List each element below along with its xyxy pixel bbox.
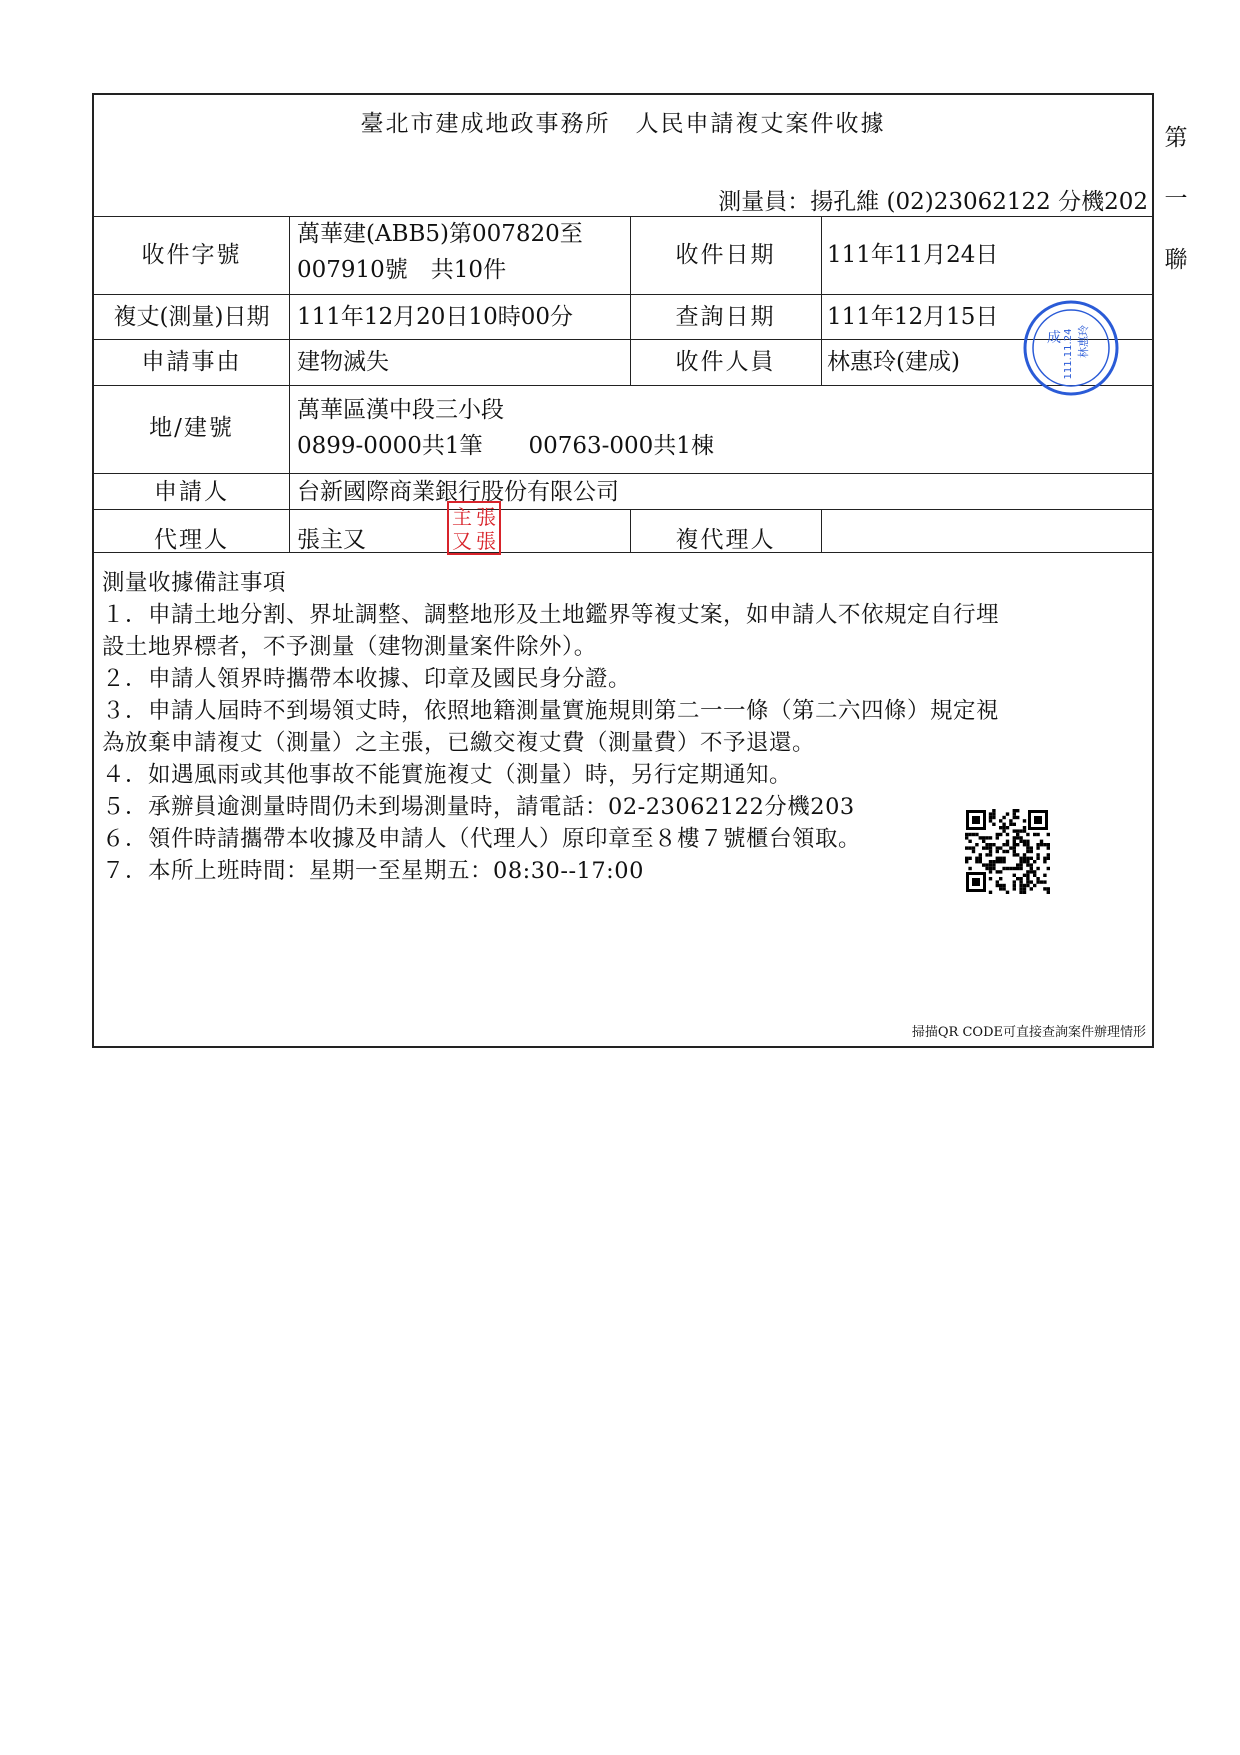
notes-heading: 測量收據備註事項 (102, 570, 287, 596)
table-rule (289, 216, 290, 552)
seal-char: 張 (476, 529, 496, 553)
receive-date-label: 收件日期 (675, 242, 776, 268)
reason-value: 建物滅失 (297, 349, 389, 375)
receipt-form (92, 93, 1154, 1048)
form-title: 臺北市建成地政事務所 人民申請複丈案件收據 (360, 111, 886, 137)
table-rule (94, 473, 1152, 474)
case-no-line2: 007910號 共10件 (297, 257, 507, 283)
table-rule (94, 339, 1152, 340)
seal-text: 111.11.24 (1063, 328, 1074, 380)
note-line: ５．承辦員逾測量時間仍未到場測量時，請電話：02-23062122分機203 (102, 794, 855, 820)
qr-caption: 掃描QR CODE可直接查詢案件辦理情形 (911, 1025, 1146, 1040)
sub-agent-label: 複代理人 (675, 527, 776, 553)
survey-date-label: 複丈(測量)日期 (113, 304, 270, 330)
date-seal-icon (1021, 298, 1121, 398)
receiver-value: 林惠玲(建成) (827, 349, 960, 375)
seal-text: 成 (1047, 330, 1061, 346)
inquiry-date-label: 查詢日期 (675, 304, 776, 330)
side-char: 一 (1164, 186, 1188, 212)
seal-char: 主 (452, 505, 472, 529)
lot-line1: 萬華區漢中段三小段 (297, 397, 504, 423)
note-line: ２．申請人領界時攜帶本收據、印章及國民身分證。 (102, 666, 632, 692)
seal-char: 又 (452, 529, 472, 553)
case-no-line1: 萬華建(ABB5)第007820至 (297, 221, 583, 247)
qr-code-icon (964, 808, 1050, 894)
surveyor-contact: 測量員：揚孔維 (02)23062122 分機202 (718, 189, 1148, 215)
applicant-value: 台新國際商業銀行股份有限公司 (297, 479, 619, 505)
survey-date-value: 111年12月20日10時00分 (297, 304, 573, 330)
side-char: 第 (1164, 125, 1188, 151)
agent-label: 代理人 (154, 527, 229, 553)
reason-label: 申請事由 (141, 349, 242, 375)
table-rule (94, 509, 1152, 510)
seal-char: 張 (476, 505, 496, 529)
note-line: ７．本所上班時間：星期一至星期五：08:30--17:00 (102, 858, 644, 884)
seal-text: 林惠玲 (1077, 325, 1090, 358)
copy-number-mark (1162, 108, 1190, 291)
applicant-label: 申請人 (154, 479, 229, 505)
lot-line2: 0899-0000共1筆 00763-000共1棟 (297, 433, 714, 459)
receiver-label: 收件人員 (675, 349, 776, 375)
note-line: ４．如遇風雨或其他事故不能實施複丈（測量）時，另行定期通知。 (102, 762, 793, 788)
note-line: 設土地界標者，不予測量（建物測量案件除外）。 (102, 634, 597, 660)
case-no-label: 收件字號 (141, 242, 242, 268)
table-rule (94, 294, 1152, 295)
note-line: 為放棄申請複丈（測量）之主張，已繳交複丈費（測量費）不予退還。 (102, 730, 816, 756)
table-rule (94, 385, 1152, 386)
note-line: ６．領件時請攜帶本收據及申請人（代理人）原印章至８樓７號櫃台領取。 (102, 826, 862, 852)
note-line: ３．申請人屆時不到場領丈時，依照地籍測量實施規則第二一一條（第二六四條）規定視 (102, 698, 1000, 724)
agent-value: 張主又 (297, 527, 366, 553)
table-rule (821, 216, 822, 385)
inquiry-date-value: 111年12月15日 (827, 304, 999, 330)
receive-date-value: 111年11月24日 (827, 242, 999, 268)
note-line: １．申請土地分割、界址調整、調整地形及土地鑑界等複丈案，如申請人不依規定自行埋 (102, 602, 1000, 628)
table-rule (94, 216, 1152, 217)
agent-seal-icon (446, 500, 502, 556)
lot-label: 地/建號 (149, 415, 234, 441)
side-char: 聯 (1164, 247, 1188, 273)
table-rule (821, 509, 822, 552)
